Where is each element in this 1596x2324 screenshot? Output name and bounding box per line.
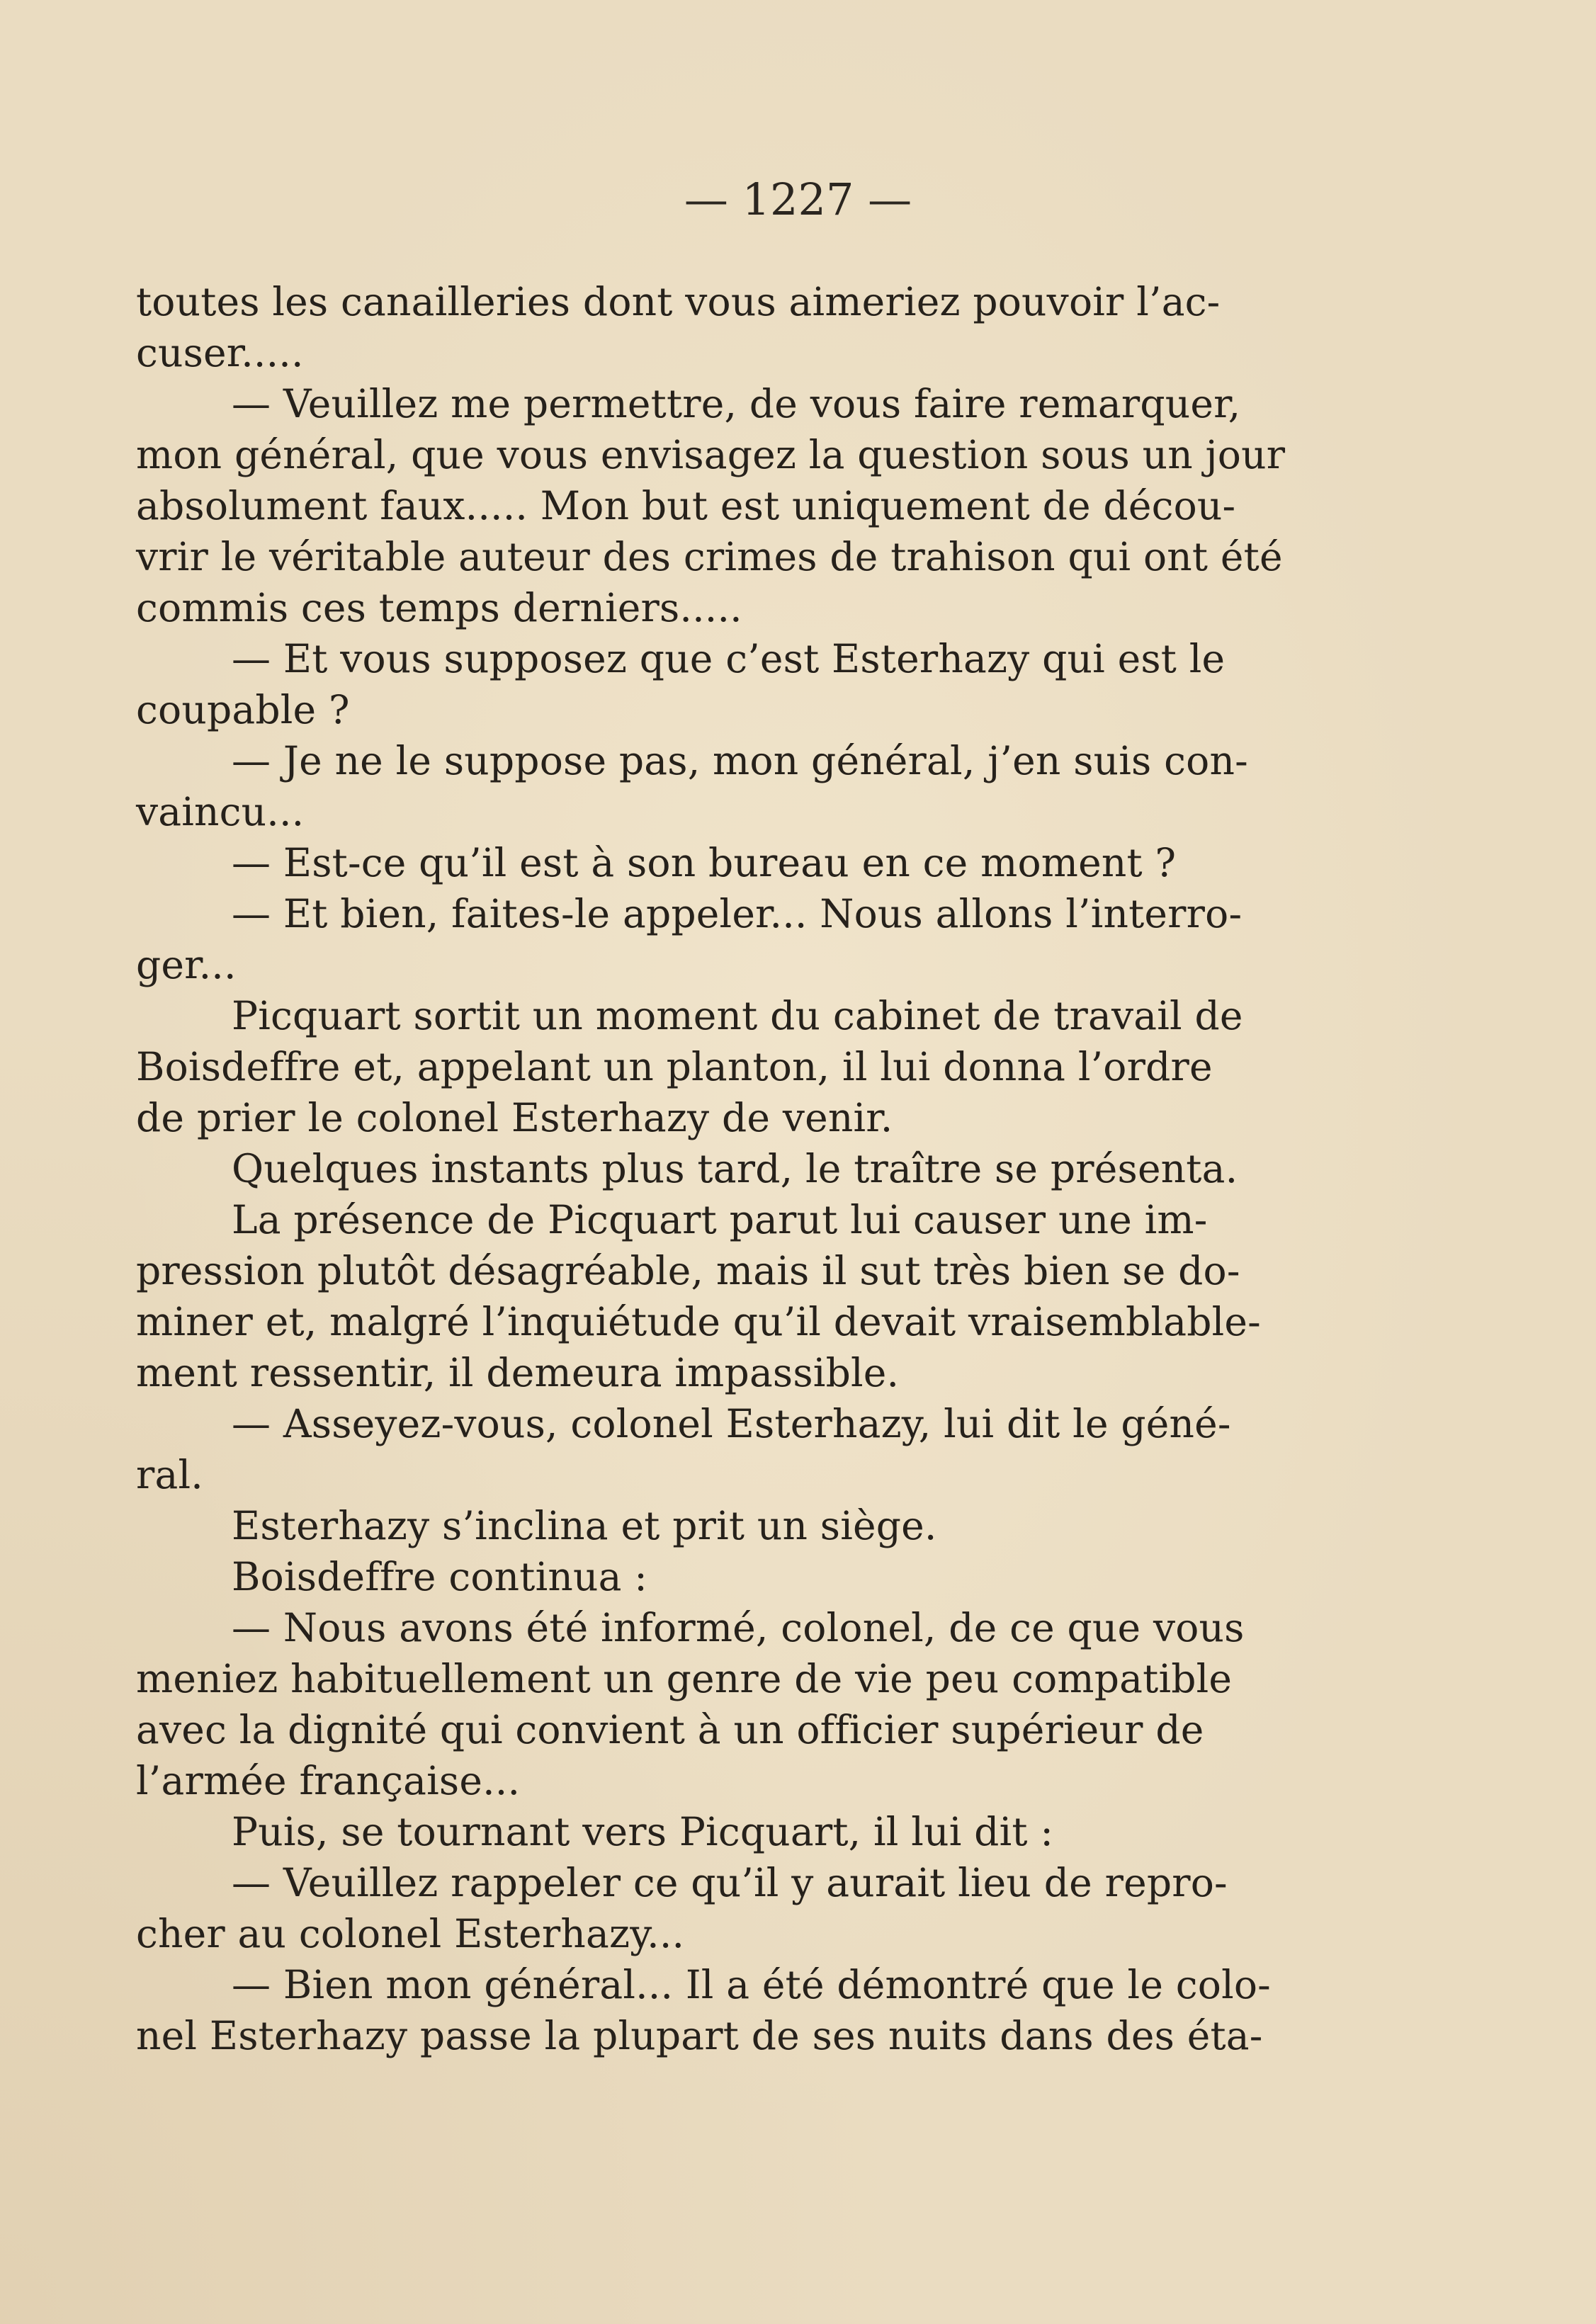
text-line: — Asseyez-vous, colonel Esterhazy, lui dit le géné- — [232, 1401, 1231, 1446]
text-line: absolument faux..... Mon but est uniquement de décou- — [136, 483, 1236, 528]
page-number: — 1227 — — [684, 174, 912, 225]
body-text — [136, 276, 1349, 2061]
text-line: Quelques instants plus tard, le traître se présenta. — [232, 1146, 1238, 1191]
text-line: miner et, malgré l’inquiétude qu’il devait vraisemblable- — [136, 1299, 1261, 1344]
text-line: Picquart sortit un moment du cabinet de travail de — [232, 993, 1243, 1038]
text-line: toutes les canailleries dont vous aimeriez pouvoir l’ac- — [136, 279, 1221, 324]
text-line: cuser..... — [136, 330, 304, 375]
text-line: pression plutôt désagréable, mais il sut très bien se do- — [136, 1248, 1240, 1293]
text-line: — Je ne le suppose pas, mon général, j’en suis con- — [232, 738, 1248, 783]
text-line: — Et bien, faites-le appeler... Nous allons l’interro- — [232, 891, 1243, 936]
text-line: — Et vous supposez que c’est Esterhazy qui est le — [232, 636, 1226, 681]
text-line: vaincu... — [136, 789, 305, 834]
text-line: — Veuillez rappeler ce qu’il y aurait lieu de repro- — [232, 1860, 1228, 1905]
text-line: Esterhazy s’inclina et prit un siège. — [232, 1503, 937, 1548]
text-line: ment ressentir, il demeura impassible. — [136, 1350, 900, 1395]
text-line: Puis, se tournant vers Picquart, il lui dit : — [232, 1809, 1054, 1854]
text-line: Boisdeffre continua : — [232, 1554, 648, 1599]
text-line: meniez habituellement un genre de vie peu compatible — [136, 1656, 1233, 1701]
text-line: mon général, que vous envisagez la question sous un jour — [136, 432, 1286, 477]
text-line: vrir le véritable auteur des crimes de trahison qui ont été — [136, 534, 1283, 579]
text-line: — Est-ce qu’il est à son bureau en ce moment ? — [232, 840, 1177, 885]
text-line: commis ces temps derniers..... — [136, 585, 742, 630]
text-line: La présence de Picquart parut lui causer une im- — [232, 1197, 1208, 1242]
text-line: nel Esterhazy passe la plupart de ses nuits dans des éta- — [136, 2013, 1263, 2058]
text-line: ger... — [136, 942, 237, 987]
text-line: avec la dignité qui convient à un officier supérieur de — [136, 1707, 1204, 1752]
text-line: l’armée française... — [136, 1758, 521, 1803]
text-line: — Veuillez me permettre, de vous faire remarquer, — [232, 381, 1241, 426]
text-line: cher au colonel Esterhazy... — [136, 1911, 685, 1956]
text-line: coupable ? — [136, 687, 350, 732]
text-line: — Nous avons été informé, colonel, de ce que vous — [232, 1605, 1245, 1650]
text-line: ral. — [136, 1452, 203, 1497]
text-line: — Bien mon général... Il a été démontré que le colo- — [232, 1962, 1271, 2007]
text-line: Boisdeffre et, appelant un planton, il lui donna l’ordre — [136, 1044, 1213, 1089]
text-line: de prier le colonel Esterhazy de venir. — [136, 1095, 893, 1140]
